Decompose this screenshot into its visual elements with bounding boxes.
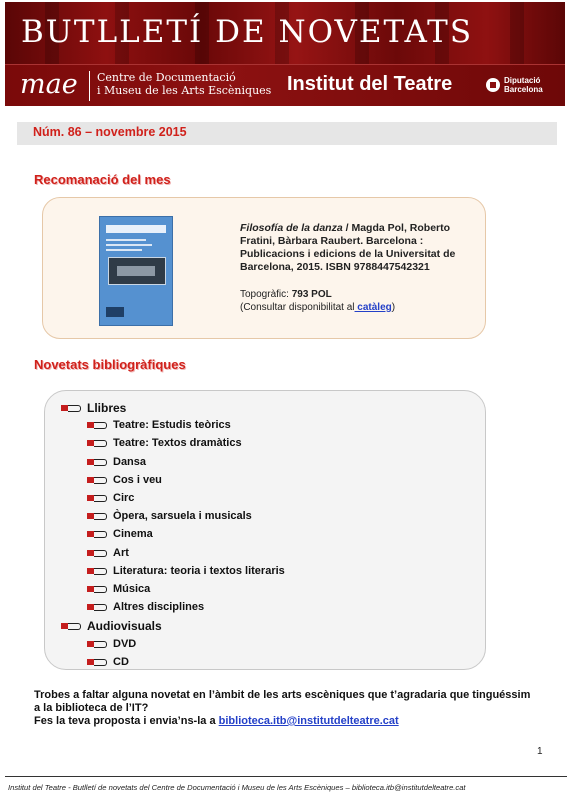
category-label: Teatre: Textos dramàtics [113,437,242,450]
subcategory-link[interactable] [87,419,231,431]
proposal-email-link[interactable]: biblioteca.itb@institutdelteatre.cat [218,715,399,727]
category-label: Cos i veu [113,473,162,486]
pointing-hand-icon [87,640,107,648]
category-label: DVD [113,637,137,650]
diputacio-icon [486,78,500,92]
proposal-question: Trobes a faltar alguna novetat en l’àmbit de les arts escèniques que t’agradaria que tinguéssim a la biblioteca de l’IT? [34,689,531,714]
pointing-hand-icon [87,658,107,666]
category-label: Audiovisuals [87,619,162,634]
recommendation-box [42,197,486,339]
cover-photo [108,257,166,285]
pointing-hand-icon [87,421,107,429]
pointing-hand-icon [87,512,107,520]
diputacio-logo[interactable] [504,76,543,94]
recommendation-heading: Recomanació del mes [34,172,171,187]
book-cover-image[interactable] [99,216,173,326]
category-label: Dansa [113,455,147,468]
topographic-info [240,288,395,314]
bulletin-title: BUTLLETÍ DE NOVETATS [21,14,474,50]
novetats-heading: Novetats bibliogràfiques [34,357,186,372]
footer-text: Institut del Teatre - Butlletí de novetats del Centre de Documentació i Museu de les Arts Escèniques – biblioteca.itb@institutdelteatre.cat [8,783,466,792]
issue-number: Núm. 86 – novembre 2015 [33,125,187,139]
catalog-link[interactable]: catàleg [354,302,392,313]
category-label: Llibres [87,401,127,415]
category-label: Literatura: teoria i textos literaris [113,564,285,577]
pointing-hand-icon [87,439,107,447]
logo-bar [5,64,565,106]
logo-divider [89,71,90,101]
diputacio-line1: Diputació [504,76,541,85]
pointing-hand-icon [87,585,107,593]
proposal-text [34,689,534,728]
pointing-hand-icon [87,549,107,557]
category-label: Altres disciplines [113,601,205,614]
page-number: 1 [537,746,543,757]
category-label: Òpera, sarsuela i musicals [113,510,252,523]
subcategory-link[interactable] [87,528,153,540]
pointing-hand-icon [61,404,81,412]
category-label: Art [113,546,129,559]
subcategory-link[interactable] [87,583,150,595]
category-label: Teatre: Estudis teòrics [113,419,231,432]
cover-publisher-logo [106,307,124,317]
subcategory-link[interactable] [87,547,129,559]
subcategory-link[interactable] [87,456,146,468]
pointing-hand-icon [61,622,81,630]
cover-title-band [106,225,166,233]
subcategory-link[interactable] [87,565,285,577]
cover-text-line [106,239,146,241]
footer-divider [5,776,567,777]
subcategory-link[interactable] [87,638,136,650]
pointing-hand-icon [87,567,107,575]
category-label: Música [113,583,151,595]
pointing-hand-icon [87,530,107,538]
subcategory-link[interactable] [87,656,129,668]
pointing-hand-icon [87,494,107,502]
pointing-hand-icon [87,458,107,466]
book-details: / Magda Pol, Roberto Fratini, Bàrbara Raubert. Barcelona : Publicacions i edicions de la Universitat de Barcelona, 2015. ISBN 9788447542321 [240,222,456,273]
proposal-instruction: Fes la teva proposta i envia’ns-la a [34,715,219,727]
book-reference [240,222,460,274]
topo-value: 793 POL [291,289,332,300]
pointing-hand-icon [87,476,107,484]
subcategory-link[interactable] [87,601,204,613]
mae-name [97,71,271,97]
category-audiovisuals[interactable] [61,619,162,633]
subcategory-link[interactable] [87,510,252,522]
header-banner [5,2,565,106]
subcategory-link[interactable] [87,474,162,486]
cover-text-line [106,244,152,246]
mae-name-line1: Centre de Documentació [97,71,236,84]
book-title: Filosofía de la danza [240,222,343,234]
issue-bar [17,122,557,145]
pointing-hand-icon [87,603,107,611]
consult-suffix: ) [391,302,396,313]
category-llibres[interactable] [61,401,126,415]
novetats-box [44,390,486,670]
mae-logo[interactable]: mae [20,69,78,100]
category-label: CD [113,655,129,668]
mae-name-line2: i Museu de les Arts Escèniques [97,84,272,97]
consult-prefix: (Consultar disponibilitat al [240,302,355,313]
diputacio-line2: Barcelona [504,85,543,94]
category-label: Circ [113,492,135,504]
topo-label: Topogràfic: [240,289,292,300]
subcategory-link[interactable] [87,492,134,504]
institut-logo[interactable]: Institut del Teatre [287,73,453,95]
cover-text-line [106,249,142,251]
subcategory-link[interactable] [87,437,242,449]
category-label: Cinema [113,528,153,541]
